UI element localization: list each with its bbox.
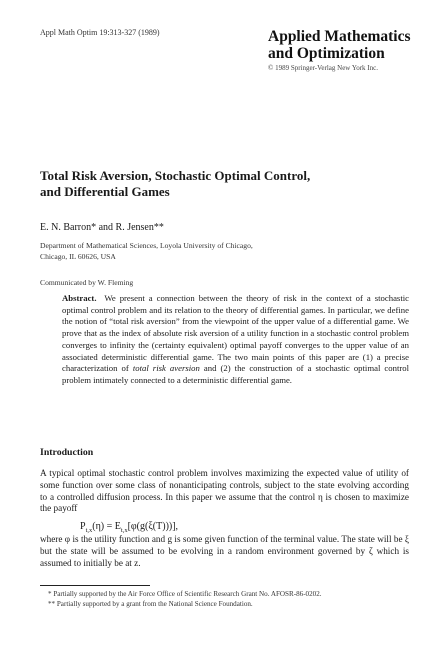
formula-symbol: P: [80, 521, 86, 532]
abstract-paragraph: [62, 293, 409, 387]
article-title-line-2: and Differential Games: [40, 184, 170, 199]
intro-paragraph-2: where φ is the utility function and g is some given function of the terminal value. The state will be ξ but the state will be assumed to be evolving in a random environment governed by ζ which is assumed to initially be at z.: [40, 534, 409, 568]
footnote-2: ** Partially supported by a grant from the National Science Foundation.: [48, 600, 253, 608]
journal-title-line-1: Applied Mathematics: [268, 28, 411, 45]
formula-tail: [φ(g(ξ(T)))],: [127, 521, 179, 532]
footnotes: [48, 589, 418, 609]
journal-citation: Appl Math Optim 19:313-327 (1989): [40, 28, 160, 37]
formula-middle: (η) = E: [92, 521, 121, 532]
author-affiliation: [40, 240, 420, 262]
article-title: [40, 168, 370, 200]
payoff-formula: [80, 521, 178, 534]
formula-subscript: t,x: [85, 527, 93, 534]
article-authors: E. N. Barron* and R. Jensen**: [40, 222, 164, 233]
copyright-notice: © 1989 Springer-Verlag New York Inc.: [268, 64, 378, 72]
affiliation-line-1: Department of Mathematical Sciences, Loyola University of Chicago,: [40, 241, 253, 250]
footnote-divider: [40, 585, 150, 586]
abstract-label: Abstract.: [62, 293, 97, 303]
formula-subscript-2: t,x: [120, 527, 128, 534]
footnote-1: * Partially supported by the Air Force Office of Scientific Research Grant No. AFOSR-86-0202.: [48, 590, 322, 598]
affiliation-line-2: Chicago, IL 60626, USA: [40, 252, 116, 261]
journal-title: [268, 28, 411, 62]
journal-title-line-2: and Optimization: [268, 45, 385, 62]
communicated-by: Communicated by W. Fleming: [40, 278, 134, 287]
article-title-line-1: Total Risk Aversion, Stochastic Optimal Control,: [40, 168, 311, 183]
intro-paragraph-1: A typical optimal stochastic control problem involves maximizing the expected value of utility of some function over some class of nonanticipating controls, subject to the state evolving according to a controlled diffusion process. In this paper we assume that the control η is chosen to maximize the payoff: [40, 468, 409, 514]
abstract-text-part-1: We present a connection between the theory of risk in the context of a stochastic optimal control problem and its relation to the theory of differential games. In particular, we define the notion of “total risk aversion” from the viewpoint of the upper value of a differential game. We prove that as the index of absolute risk aversion of a utility function in a stochastic control problem converges to infinity the (certainty equivalent) optimal payoff converges to the upper value of an associated deterministic differential game. The two main points of this paper are (1) a precise characterization of: [62, 293, 409, 374]
section-heading-introduction: Introduction: [40, 447, 94, 458]
abstract-italic-phrase: total risk aversion: [132, 363, 200, 374]
abstract-text-part-2: and (2) the construction of a stochastic optimal control problem intimately connected to a deterministic differential game.: [62, 363, 410, 385]
